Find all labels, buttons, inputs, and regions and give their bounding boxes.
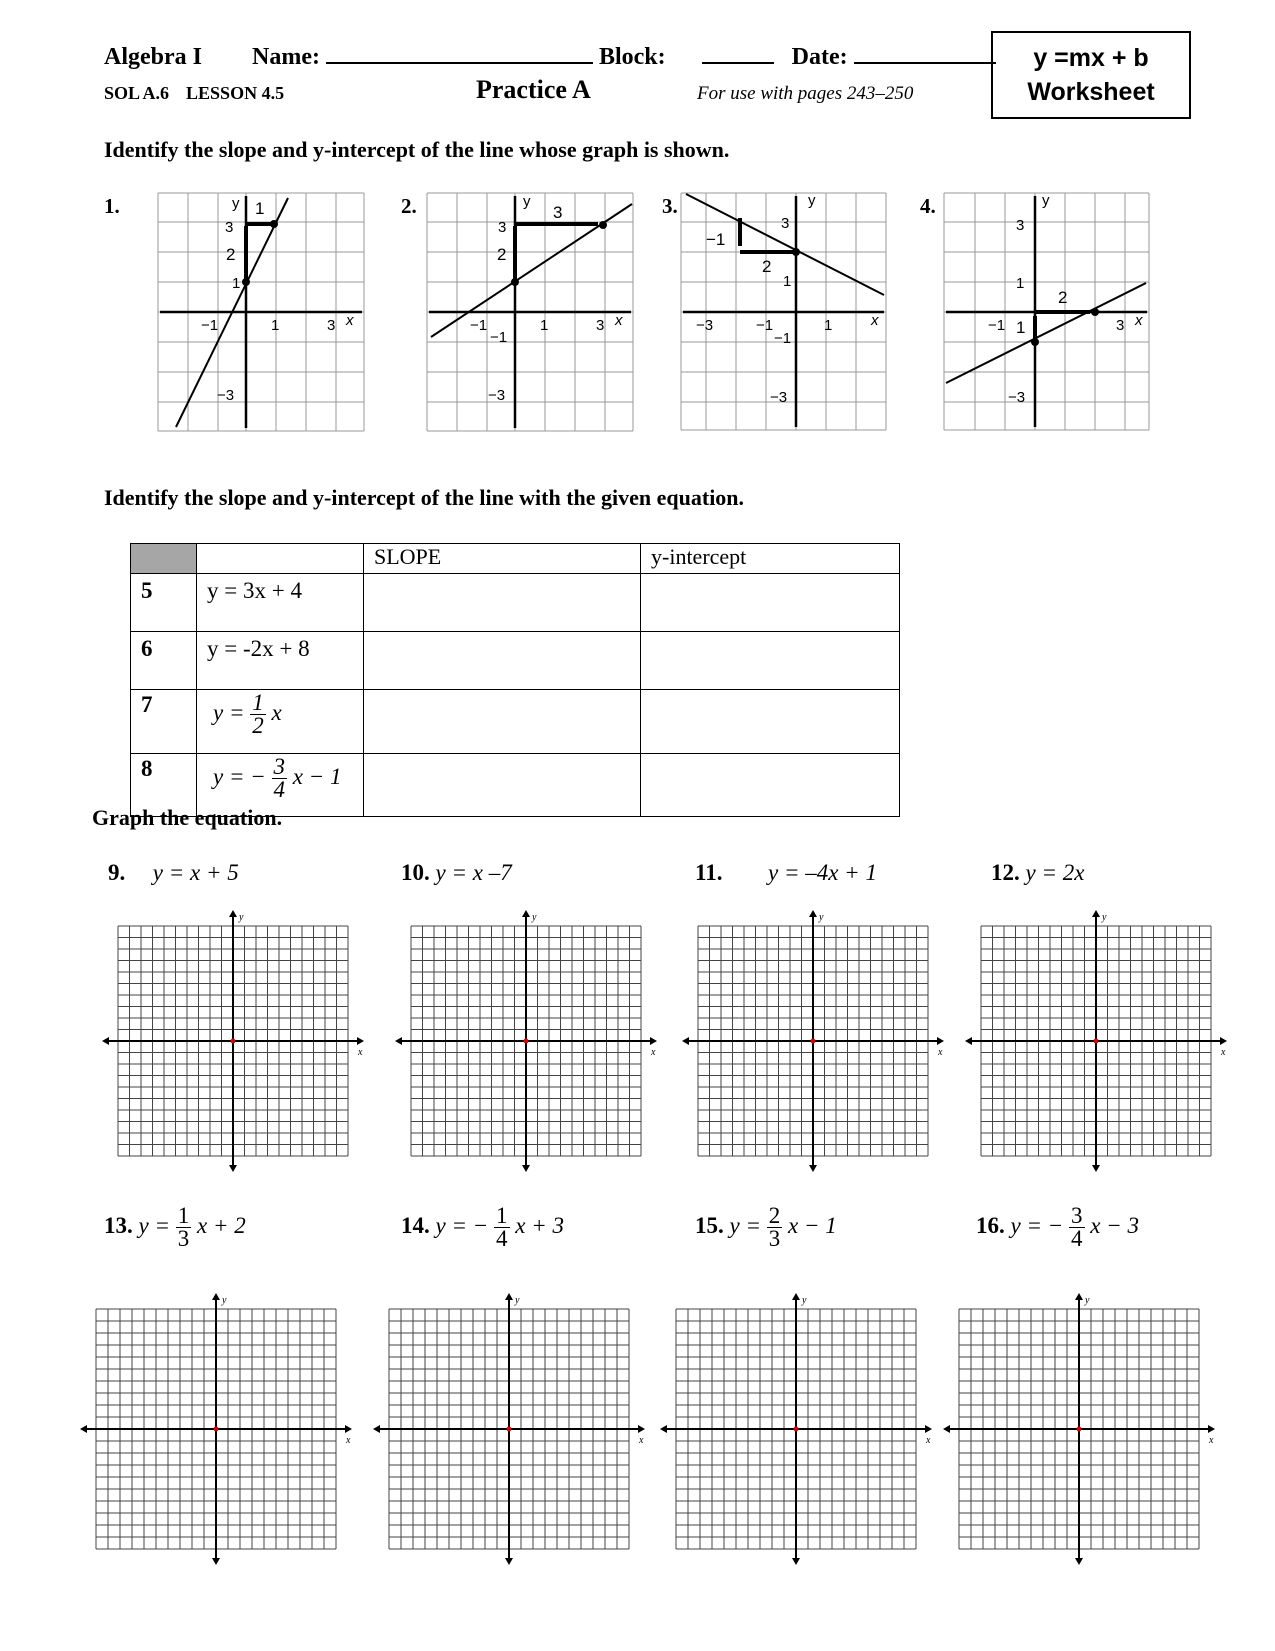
problem-equation-rhs: x − 1 xyxy=(787,1212,837,1238)
graph4-y-label: y xyxy=(1042,192,1050,209)
table-row-number: 6 xyxy=(131,632,197,690)
name-label: Name: xyxy=(252,44,320,70)
x-axis-label: x xyxy=(346,1435,351,1446)
sol-line xyxy=(104,83,284,104)
blank-graph-13[interactable] xyxy=(80,1293,352,1570)
graph3-run-label: 2 xyxy=(762,257,772,276)
graph4-run-label: 2 xyxy=(1058,288,1068,307)
table-header-row xyxy=(131,544,900,574)
graph1-run-label: 1 xyxy=(255,199,265,218)
x-axis-label: x xyxy=(358,1047,363,1058)
graph4-x-label: x xyxy=(1135,312,1143,329)
problem-equation-fraction xyxy=(1069,1205,1085,1250)
table-header-corner xyxy=(131,544,197,574)
equation-rhs: x xyxy=(271,699,282,725)
blank-graph-16[interactable] xyxy=(943,1293,1215,1570)
graph2-tick-yneg1: −1 xyxy=(490,329,508,346)
problem-equation-lhs: y = − xyxy=(1010,1212,1064,1238)
graph4-tick-y1: 1 xyxy=(1016,275,1025,292)
slope-answer-cell[interactable] xyxy=(364,632,641,690)
problem-equation-lhs: y = − xyxy=(435,1212,489,1238)
equation-rhs: x − 1 xyxy=(292,763,342,789)
graph3-tick-y1: 1 xyxy=(783,273,792,290)
y-axis-label: y xyxy=(1102,912,1107,923)
graph1-tick-yneg3: −3 xyxy=(217,387,235,404)
date-blank[interactable] xyxy=(854,44,996,64)
problem-equation-fraction xyxy=(176,1205,192,1250)
worksheet-title-line1: y =mx + b xyxy=(1033,44,1149,72)
blank-graph-10[interactable] xyxy=(395,910,657,1177)
graph4-tick-yneg3: −3 xyxy=(1008,389,1026,406)
graph1-x-label: x xyxy=(346,312,354,329)
problem-10-label xyxy=(401,860,512,886)
graph2-tick-x3: 3 xyxy=(596,317,605,334)
fraction-numerator: 1 xyxy=(252,690,264,715)
problem-equation: y = x –7 xyxy=(435,860,512,885)
table-header-equation xyxy=(197,544,364,574)
graph4-tick-x3: 3 xyxy=(1116,317,1125,334)
table-header-slope: SLOPE xyxy=(364,544,641,574)
blank-graph-9[interactable] xyxy=(102,910,364,1177)
graph1-tick-xneg1: −1 xyxy=(201,317,219,334)
graph2-tick-xneg1: −1 xyxy=(470,317,488,334)
problem-equation-lhs: y = xyxy=(138,1212,170,1238)
x-axis-label: x xyxy=(639,1435,644,1446)
graph2-x-label: x xyxy=(615,312,623,329)
intercept-answer-cell[interactable] xyxy=(641,690,900,754)
problem-equation-lhs: y = xyxy=(729,1212,761,1238)
graph3-intercept-point xyxy=(792,248,800,256)
equation-lhs: y = xyxy=(213,699,245,725)
block-blank[interactable] xyxy=(702,44,774,64)
graph4-point xyxy=(1091,308,1099,316)
graph1-number: 1. xyxy=(104,194,120,218)
origin-point xyxy=(1077,1427,1082,1432)
section3-instruction: Graph the equation. xyxy=(92,805,283,830)
graph2-run-label: 3 xyxy=(553,203,563,222)
graph1-axes xyxy=(160,196,362,428)
problem-11-label xyxy=(695,860,877,886)
table-row-number: 8 xyxy=(131,754,197,817)
section2-instruction: Identify the slope and y-intercept of the line with the given equation. xyxy=(104,485,745,510)
fraction-denominator: 2 xyxy=(252,713,264,738)
fraction-denominator: 3 xyxy=(768,1226,781,1251)
slope-answer-cell[interactable] xyxy=(364,754,641,817)
problem-equation: y = –4x + 1 xyxy=(767,860,877,885)
block-label: Block: xyxy=(598,44,666,70)
problem-equation-fraction xyxy=(767,1205,783,1250)
graph1-intercept-point xyxy=(242,278,250,286)
blank-graph-11[interactable] xyxy=(682,910,944,1177)
graph3-tick-yneg3: −3 xyxy=(770,389,788,406)
fraction-numerator: 3 xyxy=(273,754,285,779)
fraction-numerator: 3 xyxy=(1071,1203,1083,1228)
graph1-tick-x1: 1 xyxy=(271,317,280,334)
graph2-axes xyxy=(429,196,631,428)
problem-number: 13. xyxy=(104,1212,133,1238)
blank-graph-14[interactable] xyxy=(373,1293,645,1570)
table-row-equation: y = -2x + 8 xyxy=(197,632,364,690)
name-blank[interactable] xyxy=(326,44,593,64)
fraction-denominator: 4 xyxy=(1071,1226,1083,1251)
intercept-answer-cell[interactable] xyxy=(641,754,900,817)
graph4-tick-y3: 3 xyxy=(1016,217,1025,234)
origin-point xyxy=(811,1039,816,1044)
problem-number: 14. xyxy=(401,1212,430,1238)
problem-9-label xyxy=(108,860,239,886)
graph3-tick-x1: 1 xyxy=(824,317,833,334)
graph2 xyxy=(427,193,635,431)
intercept-answer-cell[interactable] xyxy=(641,574,900,632)
x-axis-label: x xyxy=(1209,1435,1214,1446)
origin-point xyxy=(794,1427,799,1432)
origin-point xyxy=(507,1427,512,1432)
x-axis-label: x xyxy=(938,1047,943,1058)
problem-12-label xyxy=(991,860,1084,886)
table-row-number: 5 xyxy=(131,574,197,632)
y-axis-label: y xyxy=(1085,1295,1090,1306)
worksheet-title-box xyxy=(991,31,1191,119)
fraction-numerator: 2 xyxy=(768,1203,781,1228)
y-axis-label: y xyxy=(819,912,824,923)
problem-16-label xyxy=(976,1205,1139,1250)
table-row xyxy=(131,632,900,690)
graph3-number: 3. xyxy=(662,194,678,218)
graph3 xyxy=(681,193,888,430)
graph3-rise-label: −1 xyxy=(706,230,726,249)
graph2-intercept-point xyxy=(511,278,519,286)
table-row-equation xyxy=(197,690,364,754)
graph2-tick-x1: 1 xyxy=(540,317,549,334)
graph4-rise-label: 1 xyxy=(1016,318,1026,337)
graph1-y-label: y xyxy=(232,195,240,212)
header-row xyxy=(104,44,996,71)
slope-answer-cell[interactable] xyxy=(364,690,641,754)
y-axis-label: y xyxy=(515,1295,520,1306)
slope-answer-cell[interactable] xyxy=(364,574,641,632)
equation-fraction xyxy=(250,692,266,737)
graph3-y-label: y xyxy=(808,192,816,209)
graph3-tick-yneg1: −1 xyxy=(774,330,792,347)
table-row xyxy=(131,690,900,754)
lesson-code: LESSON 4.5 xyxy=(186,83,285,103)
graph2-number: 2. xyxy=(401,194,417,218)
y-axis-label: y xyxy=(532,912,537,923)
problem-number: 12. xyxy=(991,860,1020,885)
fraction-denominator: 4 xyxy=(273,777,285,802)
sol-code: SOL A.6 xyxy=(104,83,170,103)
practice-title: Practice A xyxy=(476,75,591,104)
graph4-intercept-point xyxy=(1031,338,1039,346)
graph4-number: 4. xyxy=(920,194,936,218)
course-title: Algebra I xyxy=(104,44,202,70)
graph4 xyxy=(944,193,1151,430)
origin-point xyxy=(524,1039,529,1044)
graph3-tick-y3: 3 xyxy=(781,215,790,232)
graph1-point xyxy=(270,220,278,228)
blank-graph-15[interactable] xyxy=(660,1293,932,1570)
graph2-rise-label: 2 xyxy=(497,245,507,264)
problem-equation-rhs: x + 2 xyxy=(196,1212,246,1238)
graph1-tick-y1: 1 xyxy=(232,275,241,292)
problem-equation-fraction xyxy=(494,1205,510,1250)
fraction-numerator: 1 xyxy=(177,1203,190,1228)
date-label: Date: xyxy=(791,44,848,70)
graph1 xyxy=(158,193,366,431)
graph3-tick-xneg1: −1 xyxy=(756,317,774,334)
worksheet-title-line2: Worksheet xyxy=(1027,78,1155,106)
equation-lhs: y = − xyxy=(213,763,266,789)
pages-note: For use with pages 243–250 xyxy=(697,83,914,104)
problem-number: 11. xyxy=(695,860,723,885)
graph2-tick-yneg3: −3 xyxy=(488,387,506,404)
graph1-tick-y3: 3 xyxy=(225,219,234,236)
y-axis-label: y xyxy=(222,1295,227,1306)
problem-equation: y = 2x xyxy=(1025,860,1085,885)
table-row-number: 7 xyxy=(131,690,197,754)
x-axis-label: x xyxy=(926,1435,931,1446)
y-axis-label: y xyxy=(802,1295,807,1306)
graph2-point xyxy=(599,221,607,229)
slope-intercept-table xyxy=(130,543,900,817)
table-header-intercept: y-intercept xyxy=(641,544,900,574)
graph2-y-label: y xyxy=(523,193,531,210)
table-row-equation: y = 3x + 4 xyxy=(197,574,364,632)
equation-fraction xyxy=(272,756,288,801)
intercept-answer-cell[interactable] xyxy=(641,632,900,690)
graph1-tick-x3: 3 xyxy=(327,317,336,334)
problem-number: 16. xyxy=(976,1212,1005,1238)
problem-15-label xyxy=(695,1205,837,1250)
problem-number: 15. xyxy=(695,1212,724,1238)
fraction-denominator: 3 xyxy=(177,1226,190,1251)
fraction-denominator: 4 xyxy=(496,1226,508,1251)
graph2-tick-y3: 3 xyxy=(498,219,507,236)
graph3-x-label: x xyxy=(871,312,879,329)
problem-equation: y = x + 5 xyxy=(152,860,239,885)
graph1-rise-label: 2 xyxy=(226,245,236,264)
origin-point xyxy=(1094,1039,1099,1044)
problem-equation-rhs: x − 3 xyxy=(1090,1212,1139,1238)
problem-number: 10. xyxy=(401,860,430,885)
problem-equation-rhs: x + 3 xyxy=(515,1212,564,1238)
section1-instruction: Identify the slope and y-intercept of the line whose graph is shown. xyxy=(104,137,730,162)
fraction-numerator: 1 xyxy=(496,1203,508,1228)
y-axis-label: y xyxy=(239,912,244,923)
blank-graph-12[interactable] xyxy=(965,910,1227,1177)
origin-point xyxy=(231,1039,236,1044)
graph3-tick-xneg3: −3 xyxy=(696,317,714,334)
problem-number: 9. xyxy=(108,860,126,885)
x-axis-label: x xyxy=(1221,1047,1226,1058)
problem-14-label xyxy=(401,1205,564,1250)
origin-point xyxy=(214,1427,219,1432)
x-axis-label: x xyxy=(651,1047,656,1058)
problem-13-label xyxy=(104,1205,246,1250)
table-row xyxy=(131,574,900,632)
graph4-tick-xneg1: −1 xyxy=(988,317,1006,334)
